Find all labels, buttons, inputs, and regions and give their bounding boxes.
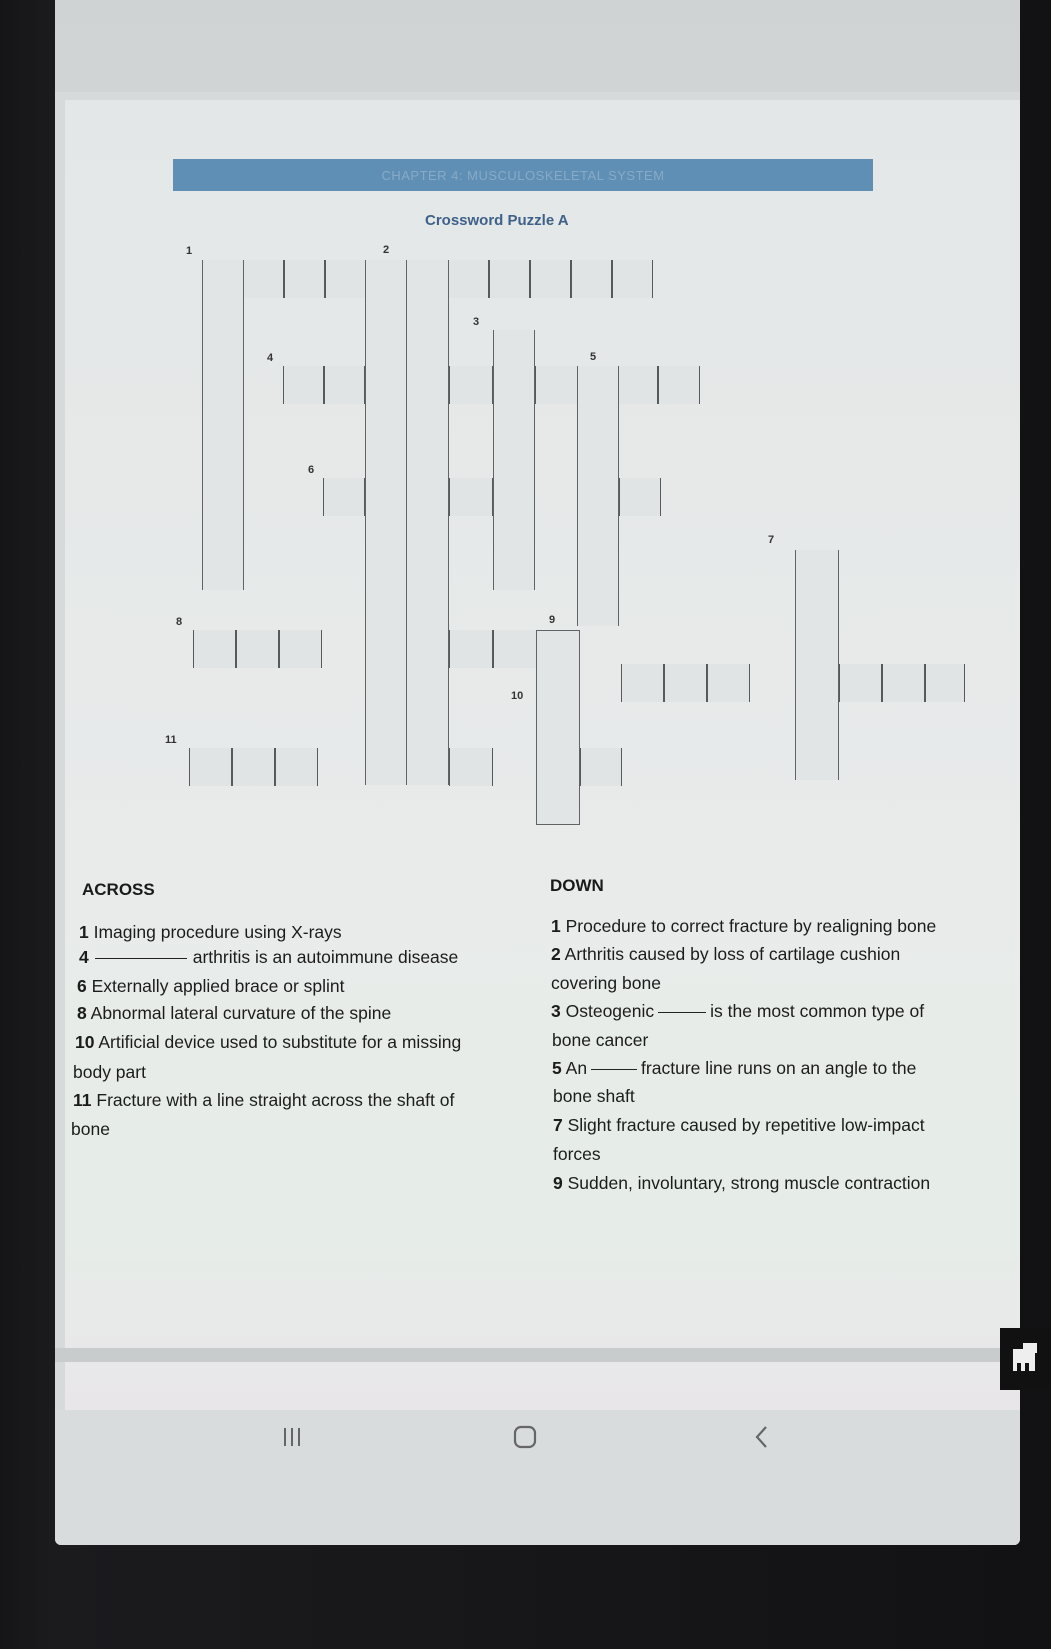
crossword-cell[interactable] — [882, 664, 925, 702]
chapter-banner: CHAPTER 4: MUSCULOSKELETAL SYSTEM — [173, 159, 873, 191]
column-2-down[interactable] — [365, 260, 407, 785]
answer-blank — [591, 1069, 637, 1070]
down-clue-3-cont: bone cancer — [552, 1030, 649, 1050]
crossword-cell[interactable] — [489, 260, 530, 298]
floating-widget-icon[interactable] — [1000, 1328, 1051, 1390]
column-5-down[interactable] — [577, 366, 619, 626]
down-heading: DOWN — [550, 876, 604, 895]
crossword-cell[interactable] — [449, 630, 493, 668]
across-clue-6: 6 Externally applied brace or splint — [77, 976, 345, 996]
across-heading: ACROSS — [82, 880, 155, 899]
crossword-cell[interactable] — [658, 366, 700, 404]
across-clue-10-cont: body part — [73, 1062, 146, 1082]
crossword-cell[interactable] — [232, 748, 275, 786]
grid-number: 9 — [549, 614, 556, 626]
crossword-cell[interactable] — [535, 366, 579, 404]
grid-number: 8 — [176, 616, 183, 628]
down-clue-2: 2 Arthritis caused by loss of cartilage cushion — [551, 944, 901, 964]
crossword-cell[interactable] — [571, 260, 612, 298]
down-clue-1: 1 Procedure to correct fracture by realigning bone — [551, 916, 937, 936]
across-clue-11: 11 Fracture with a line straight across the shaft of — [73, 1090, 455, 1110]
crossword-cell[interactable] — [324, 366, 365, 404]
tablet-screen — [55, 0, 1020, 1545]
crossword-cell[interactable] — [449, 366, 493, 404]
grid-number: 7 — [768, 534, 775, 546]
crossword-cell[interactable] — [325, 260, 366, 298]
column-1-down[interactable] — [202, 260, 244, 590]
grid-number: 3 — [473, 316, 480, 328]
crossword-cell[interactable] — [449, 748, 493, 786]
down-clue-2-cont: covering bone — [551, 973, 661, 993]
crossword-cell[interactable] — [619, 478, 661, 516]
grid-number: 1 — [186, 245, 193, 257]
navigation-bar — [55, 1410, 1020, 1545]
crossword-cell[interactable] — [448, 260, 489, 298]
crossword-cell[interactable] — [580, 748, 622, 786]
crossword-cell[interactable] — [839, 664, 882, 702]
puzzle-title: Crossword Puzzle A — [425, 212, 569, 229]
crossword-cell[interactable] — [236, 630, 279, 668]
down-clue-7: 7 Slight fracture caused by repetitive low-impact — [553, 1115, 925, 1135]
across-clue-11-cont: bone — [71, 1119, 110, 1139]
back-icon[interactable] — [747, 1422, 777, 1452]
down-clue-7-cont: forces — [553, 1144, 601, 1164]
answer-blank — [95, 958, 187, 959]
grid-number: 6 — [308, 464, 315, 476]
grid-number: 2 — [383, 244, 390, 256]
column-2-down-inner — [407, 260, 449, 785]
down-clue-9: 9 Sudden, involuntary, strong muscle contraction — [553, 1173, 931, 1193]
answer-blank — [658, 1012, 706, 1013]
down-clue-3: 3 Osteogenic is the most common type of — [551, 1001, 925, 1021]
recents-icon[interactable] — [277, 1422, 307, 1452]
crossword-cell[interactable] — [449, 478, 493, 516]
crossword-cell[interactable] — [243, 260, 284, 298]
crossword-cell[interactable] — [189, 748, 232, 786]
crossword-cell[interactable] — [616, 366, 658, 404]
document-page — [65, 100, 1020, 1410]
crossword-cell[interactable] — [612, 260, 653, 298]
crossword-cell[interactable] — [284, 260, 325, 298]
grid-number: 11 — [165, 734, 177, 746]
crossword-cell[interactable] — [925, 664, 965, 702]
crossword-cell[interactable] — [664, 664, 707, 702]
crossword-cell[interactable] — [283, 366, 324, 404]
grid-number: 10 — [511, 690, 524, 702]
across-clue-8: 8 Abnormal lateral curvature of the spine — [77, 1003, 392, 1023]
home-icon[interactable] — [510, 1422, 540, 1452]
crossword-cell[interactable] — [621, 664, 664, 702]
crossword-cell[interactable] — [323, 478, 365, 516]
crossword-cell[interactable] — [193, 630, 236, 668]
grid-number: 4 — [267, 352, 274, 364]
across-clue-1: 1 Imaging procedure using X-rays — [79, 922, 342, 942]
column-9-down[interactable] — [536, 630, 580, 825]
grid-number: 5 — [590, 351, 597, 363]
crossword-cell[interactable] — [279, 630, 322, 668]
across-clue-4: 4 arthritis is an autoimmune disease — [79, 947, 459, 967]
column-7-down[interactable] — [795, 550, 839, 780]
crossword-cell[interactable] — [493, 630, 537, 668]
down-clue-5: 5 An fracture line runs on an angle to the — [552, 1058, 917, 1078]
crossword-cell[interactable] — [530, 260, 571, 298]
crossword-cell[interactable] — [275, 748, 318, 786]
down-clue-5-cont: bone shaft — [553, 1086, 635, 1106]
column-3-down[interactable] — [493, 330, 535, 590]
crossword-grid — [65, 100, 1020, 880]
top-strip — [55, 0, 1020, 92]
page-bottom-bar — [55, 1348, 1020, 1362]
across-clue-10: 10 Artificial device used to substitute for a missing — [75, 1032, 462, 1052]
crossword-cell[interactable] — [707, 664, 750, 702]
